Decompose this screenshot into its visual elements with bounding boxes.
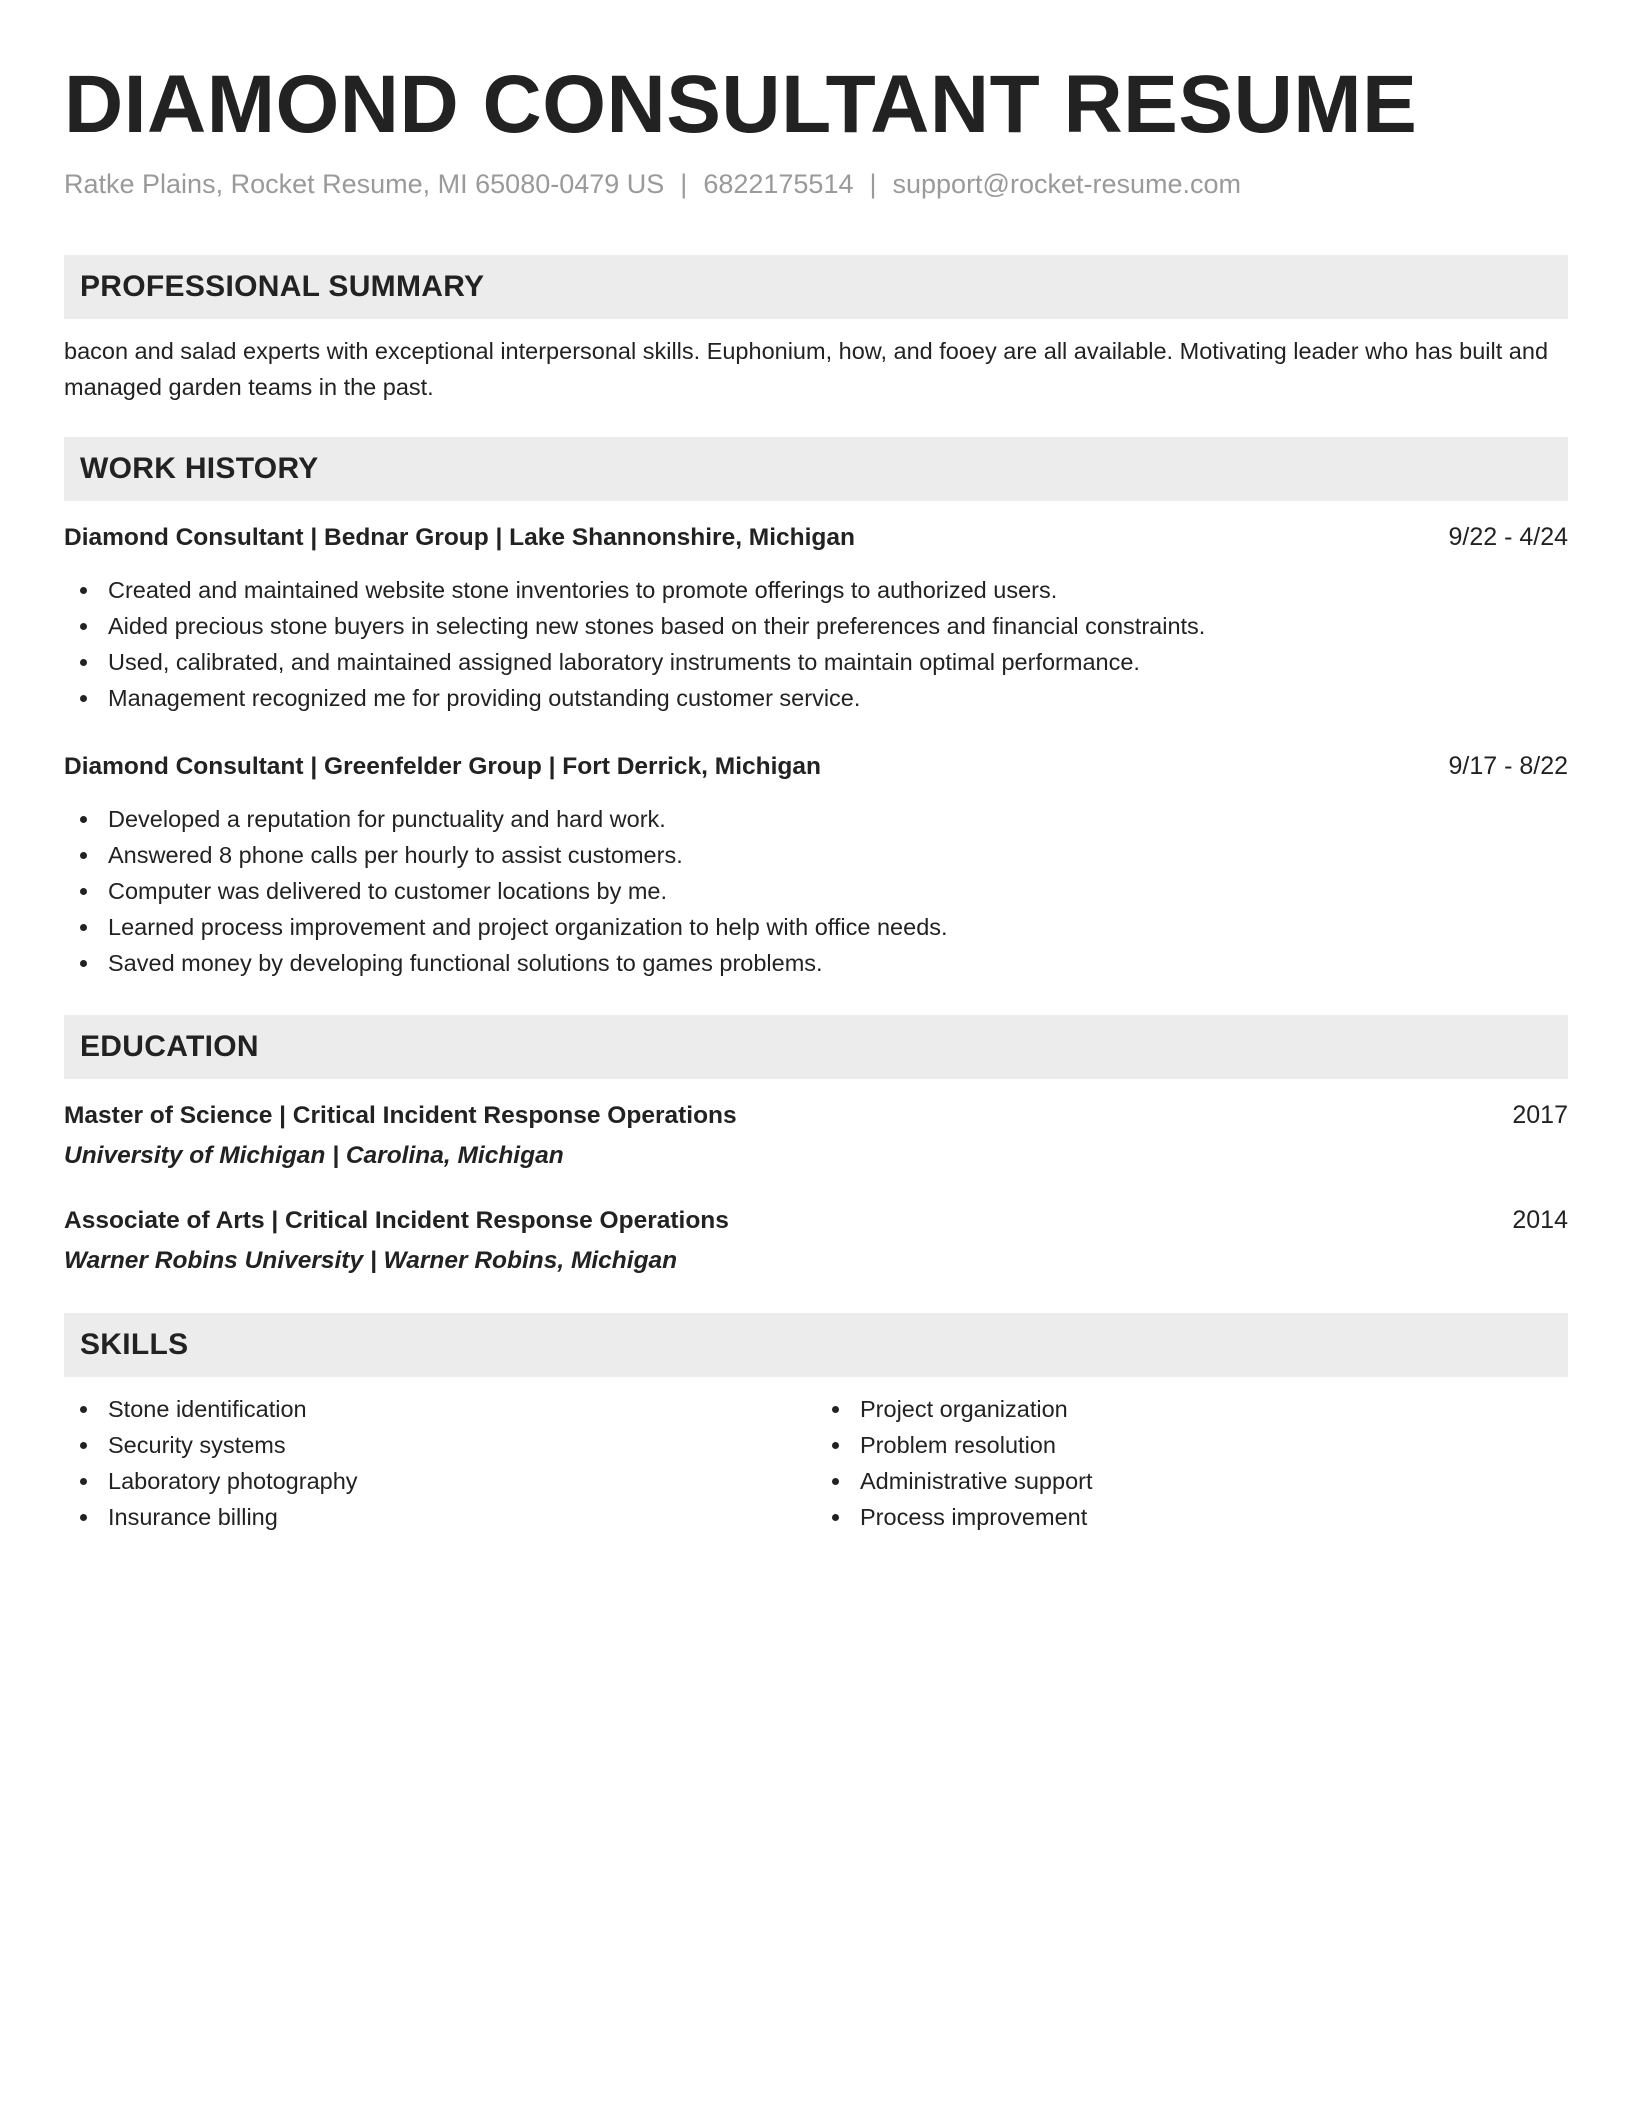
job-title-line: Diamond Consultant | Bednar Group | Lake Shannonshire, Michigan: [64, 524, 855, 551]
list-item: [816, 1499, 1568, 1535]
summary-text: bacon and salad experts with exceptional interpersonal skills. Euphonium, how, and fooey are all available. Motivating leader who has built and managed garden teams in the past.: [64, 338, 1549, 400]
contact-phone: 6822175514: [703, 169, 854, 199]
job-bullets: [64, 801, 1568, 981]
education-entry: [64, 1202, 1568, 1279]
list-item: [816, 1427, 1568, 1463]
list-item: [64, 837, 1568, 873]
education-header: [64, 1097, 1568, 1134]
contact-email: support@rocket-resume.com: [892, 169, 1242, 199]
list-item: [64, 909, 1568, 945]
skills-grid: [64, 1391, 1568, 1535]
list-item: [64, 1427, 816, 1463]
list-item: [64, 1463, 816, 1499]
bullet-text: Computer was delivered to customer locations by me.: [108, 878, 668, 904]
bullet-text: Used, calibrated, and maintained assigned laboratory instruments to maintain optimal performance.: [108, 649, 1140, 675]
bullet-icon: [832, 1478, 839, 1485]
bullet-text: Learned process improvement and project organization to help with office needs.: [108, 914, 948, 940]
job-dates: 9/22 - 4/24: [1448, 523, 1568, 551]
list-item: [64, 945, 1568, 981]
bullet-icon: [80, 816, 87, 823]
job-bullets: [64, 572, 1568, 716]
skill-text: Insurance billing: [108, 1504, 278, 1530]
list-item: [64, 644, 1568, 680]
bullet-text: Aided precious stone buyers in selecting new stones based on their preferences and financial constraints.: [108, 613, 1206, 639]
bullet-text: Management recognized me for providing outstanding customer service.: [108, 685, 861, 711]
section-header-skills: SKILLS: [64, 1313, 1568, 1377]
bullet-text: Developed a reputation for punctuality and hard work.: [108, 806, 666, 832]
list-item: [64, 873, 1568, 909]
section-header-summary: PROFESSIONAL SUMMARY: [64, 255, 1568, 319]
degree-line: Associate of Arts | Critical Incident Response Operations: [64, 1207, 729, 1234]
skill-text: Laboratory photography: [108, 1468, 358, 1494]
job-entry: [64, 748, 1568, 981]
list-item: [64, 572, 1568, 608]
bullet-icon: [80, 587, 87, 594]
job-header: [64, 519, 1568, 556]
contact-address: Ratke Plains, Rocket Resume, MI 65080-0479 US: [64, 169, 665, 199]
bullet-icon: [80, 924, 87, 931]
education-header: [64, 1202, 1568, 1239]
section-header-work-history: WORK HISTORY: [64, 437, 1568, 501]
contact-separator: |: [680, 169, 688, 199]
bullet-icon: [80, 852, 87, 859]
page-title: DIAMOND CONSULTANT RESUME: [64, 59, 1418, 150]
bullet-icon: [80, 960, 87, 967]
skills-list: [816, 1391, 1568, 1535]
bullet-icon: [832, 1514, 839, 1521]
skill-text: Stone identification: [108, 1396, 307, 1422]
contact-separator: |: [869, 169, 877, 199]
list-item: [64, 1391, 816, 1427]
degree-line: Master of Science | Critical Incident Response Operations: [64, 1102, 737, 1129]
bullet-icon: [80, 695, 87, 702]
job-header: [64, 748, 1568, 785]
job-title-line: Diamond Consultant | Greenfelder Group | Fort Derrick, Michigan: [64, 753, 821, 780]
list-item: [64, 608, 1568, 644]
contact-line: [64, 165, 1568, 203]
bullet-text: Created and maintained website stone inventories to promote offerings to authorized users.: [108, 577, 1058, 603]
school-line: Warner Robins University | Warner Robins, Michigan: [64, 1247, 678, 1274]
skills-list: [64, 1391, 816, 1535]
bullet-icon: [80, 623, 87, 630]
graduation-year: 2017: [1512, 1101, 1568, 1129]
skills-column-left: [64, 1391, 816, 1535]
bullet-icon: [80, 1406, 87, 1413]
skill-text: Administrative support: [860, 1468, 1093, 1494]
list-item: [64, 801, 1568, 837]
graduation-year: 2014: [1512, 1206, 1568, 1234]
skill-text: Project organization: [860, 1396, 1068, 1422]
skill-text: Process improvement: [860, 1504, 1088, 1530]
bullet-text: Answered 8 phone calls per hourly to assist customers.: [108, 842, 683, 868]
bullet-icon: [80, 1478, 87, 1485]
skill-text: Security systems: [108, 1432, 286, 1458]
skills-column-right: [816, 1391, 1568, 1535]
bullet-icon: [80, 1442, 87, 1449]
school-line: University of Michigan | Carolina, Michigan: [64, 1142, 564, 1169]
skill-text: Problem resolution: [860, 1432, 1056, 1458]
job-dates: 9/17 - 8/22: [1448, 752, 1568, 780]
bullet-icon: [80, 888, 87, 895]
list-item: [64, 680, 1568, 716]
bullet-icon: [832, 1442, 839, 1449]
section-header-education: EDUCATION: [64, 1015, 1568, 1079]
list-item: [64, 1499, 816, 1535]
bullet-icon: [80, 659, 87, 666]
education-entry: [64, 1097, 1568, 1174]
bullet-text: Saved money by developing functional solutions to games problems.: [108, 950, 823, 976]
list-item: [816, 1463, 1568, 1499]
bullet-icon: [832, 1406, 839, 1413]
bullet-icon: [80, 1514, 87, 1521]
list-item: [816, 1391, 1568, 1427]
job-entry: [64, 519, 1568, 716]
